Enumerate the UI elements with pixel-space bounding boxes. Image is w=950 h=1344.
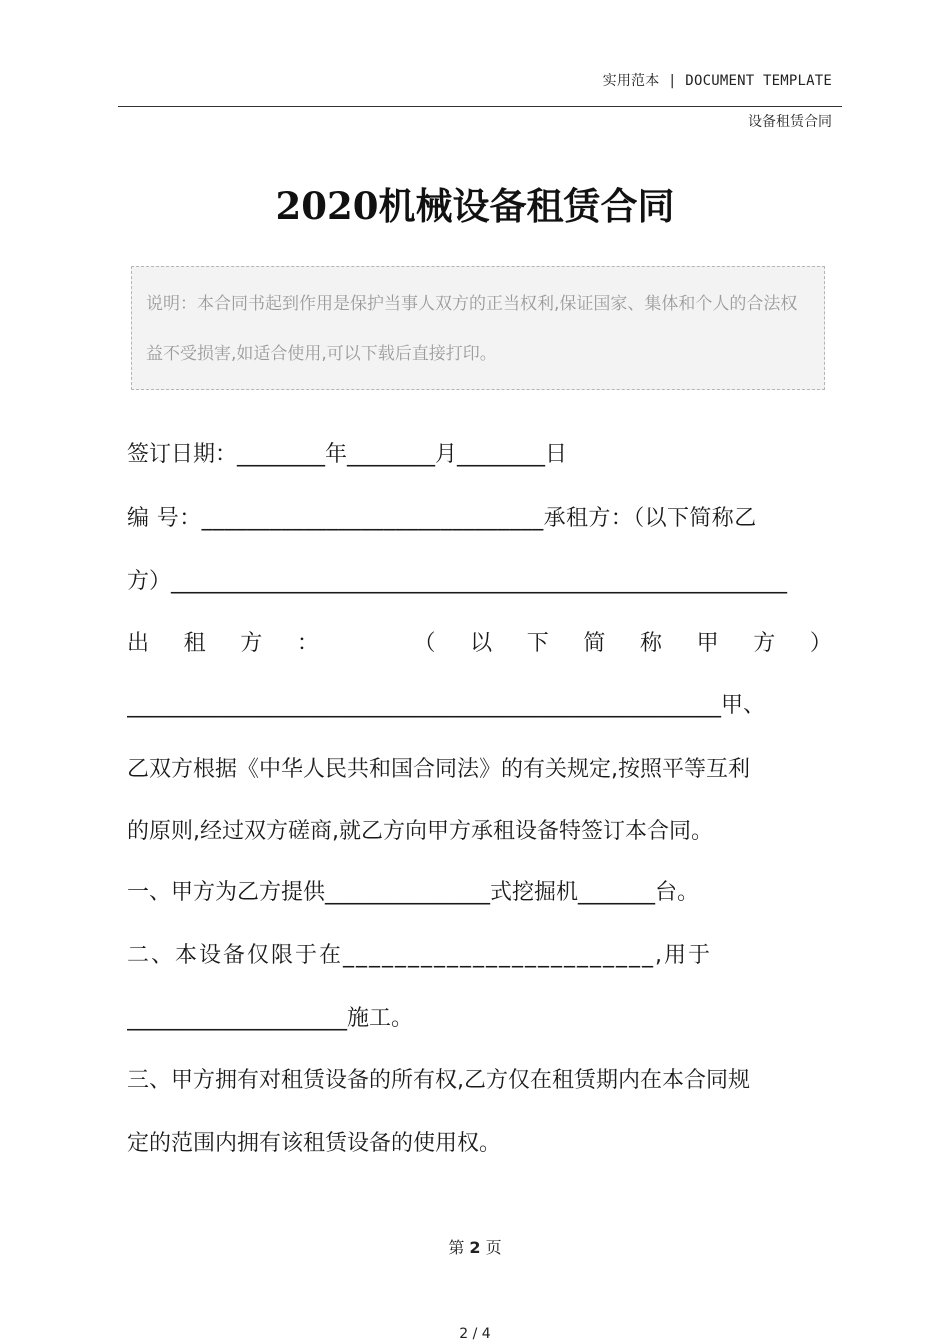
lessor-char: 简 [583,631,606,656]
page-count: 2 / 4 [459,1326,491,1342]
page-number [0,1235,950,1258]
intro-line-1: 乙双方根据《中华人民共和国合同法》的有关规定,按照平等互利 [127,757,750,782]
page-prefix: 第 [448,1238,465,1257]
lessor-char: 方 [753,631,776,656]
number-line: 编 号：______________________________承租方：（以下简称乙 [127,506,757,531]
lessor-char: ） [809,631,832,656]
lessor-char: 出 [127,631,150,656]
lessor-char: 租 [183,631,206,656]
page-number-value: 2 [469,1238,481,1257]
lessor-char: 称 [640,631,663,656]
document-title: 2020机械设备租赁合同 [275,184,675,228]
lessor-line [127,626,832,657]
lessor-char: ： [296,631,319,656]
note-box [131,266,825,390]
header-top-text: 实用范本 | DOCUMENT TEMPLATE [602,73,832,89]
clause-3-line-2: 定的范围内拥有该租赁设备的使用权。 [127,1131,502,1156]
lessor-char: 甲 [696,631,719,656]
intro-line-2: 的原则,经过双方磋商,就乙方向甲方承租设备特签订本合同。 [127,819,713,844]
lessor-char: 以 [470,631,493,656]
clause-2-line-2: ____________________施工。 [127,1006,414,1031]
lessee-line: 方）________________________________________________________ [127,569,788,594]
header-divider [118,106,842,107]
header-subtitle: 设备租赁合同 [748,114,832,130]
lessor-char: 下 [526,631,549,656]
clause-1: 一、甲方为乙方提供_______________式挖掘机_______台。 [127,880,700,905]
clause-3-line-1: 三、甲方拥有对租赁设备的所有权,乙方仅在租赁期内在本合同规 [127,1068,750,1093]
clause-2-line-1: 二、本设备仅限于在________________________,用于 [127,943,712,968]
lessor-blank-line: ______________________________________________________甲、 [127,693,766,718]
page-suffix: 页 [485,1238,502,1257]
note-text: 说明：本合同书起到作用是保护当事人双方的正当权利,保证国家、集体和个人的合法权益不受损害,如适合使用,可以下载后直接打印。 [146,294,798,364]
sign-date-line: 签订日期：________年________月________日 [127,442,568,467]
lessor-char: （ [413,631,436,656]
lessor-char: 方 [240,631,263,656]
